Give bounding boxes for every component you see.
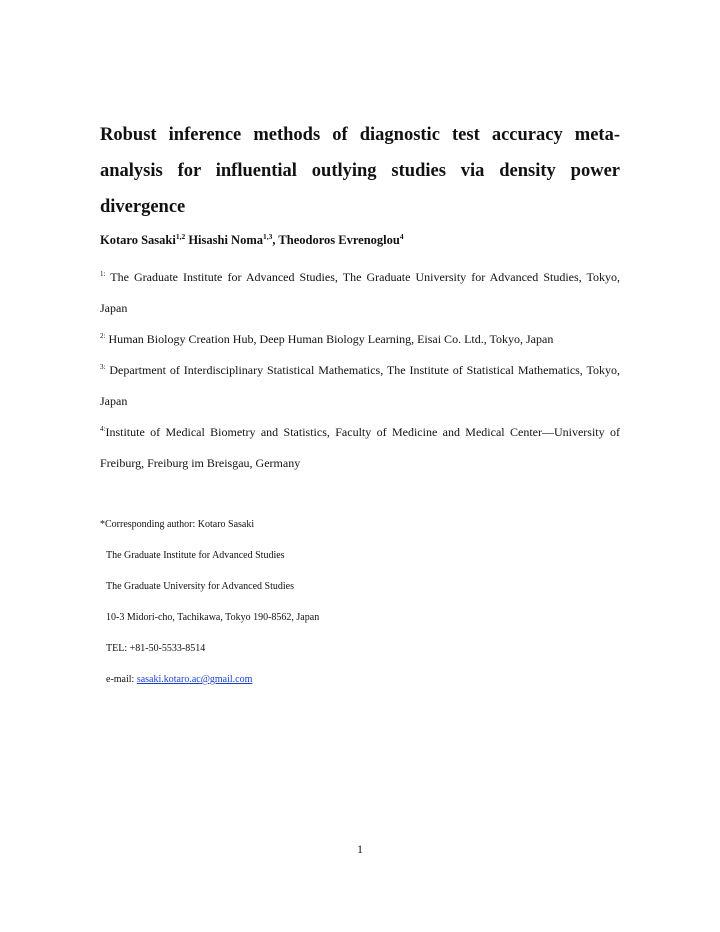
author-affiliation-mark: 4 <box>399 232 404 241</box>
author-name: Theodoros Evrenoglou <box>278 233 400 248</box>
affiliation-text: Human Biology Creation Hub, Deep Human Biology Learning, Eisai Co. Ltd., Tokyo, Japan <box>105 332 554 346</box>
affiliation-text: The Graduate Institute for Advanced Studies, The Graduate University for Advanced Studies, Tokyo, Japan <box>100 270 620 315</box>
affiliation-mark: 1: <box>100 270 106 278</box>
affiliation-mark: 3: <box>100 363 106 371</box>
affiliation-2 <box>100 321 620 355</box>
affiliation-1 <box>100 259 620 324</box>
correspondence-line: TEL: +81-50-5533-8514 <box>106 643 206 654</box>
author-list: Kotaro Sasaki$^{1,2}$ Hisashi Noma$^{1,3}$, Theodoros Evrenoglou$^4$ <box>100 232 404 248</box>
affiliation-text: Department of Interdisciplinary Statistical Mathematics, The Institute of Statistical Mathematics, Tokyo, Japan <box>100 363 620 408</box>
author-name: Hisashi Noma <box>188 233 263 248</box>
correspondence-line: 10-3 Midori-cho, Tachikawa, Tokyo 190-8562, Japan <box>106 612 320 623</box>
affiliation-mark: 4: <box>100 425 106 433</box>
email-link[interactable]: sasaki.kotaro.ac@gmail.com <box>136 674 253 685</box>
email-label: e-mail: <box>106 674 137 685</box>
correspondence-block <box>100 509 620 695</box>
affiliation-text: Institute of Medical Biometry and Statistics, Faculty of Medicine and Medical Center—University of Freiburg, Freiburg im Breisgau, Germany <box>100 425 620 470</box>
author-name: Kotaro Sasaki <box>100 233 176 248</box>
author-affiliation-mark: 1,2 <box>175 232 186 241</box>
correspondence-line: The Graduate University for Advanced Studies <box>106 581 295 592</box>
affiliation-4 <box>100 414 620 479</box>
author-affiliation-mark: 1,3 <box>263 232 273 241</box>
correspondence-line: The Graduate Institute for Advanced Studies <box>106 550 285 561</box>
email-line <box>100 664 620 695</box>
page-number: 1 <box>357 842 363 856</box>
affiliation-3 <box>100 352 620 417</box>
affiliation-mark: 2: <box>100 332 106 340</box>
correspondence-heading: *Corresponding author: Kotaro Sasaki <box>100 519 255 530</box>
paper-title: Robust inference methods of diagnostic test accuracy meta-analysis for influential outlying studies via density power divergence <box>100 125 620 217</box>
